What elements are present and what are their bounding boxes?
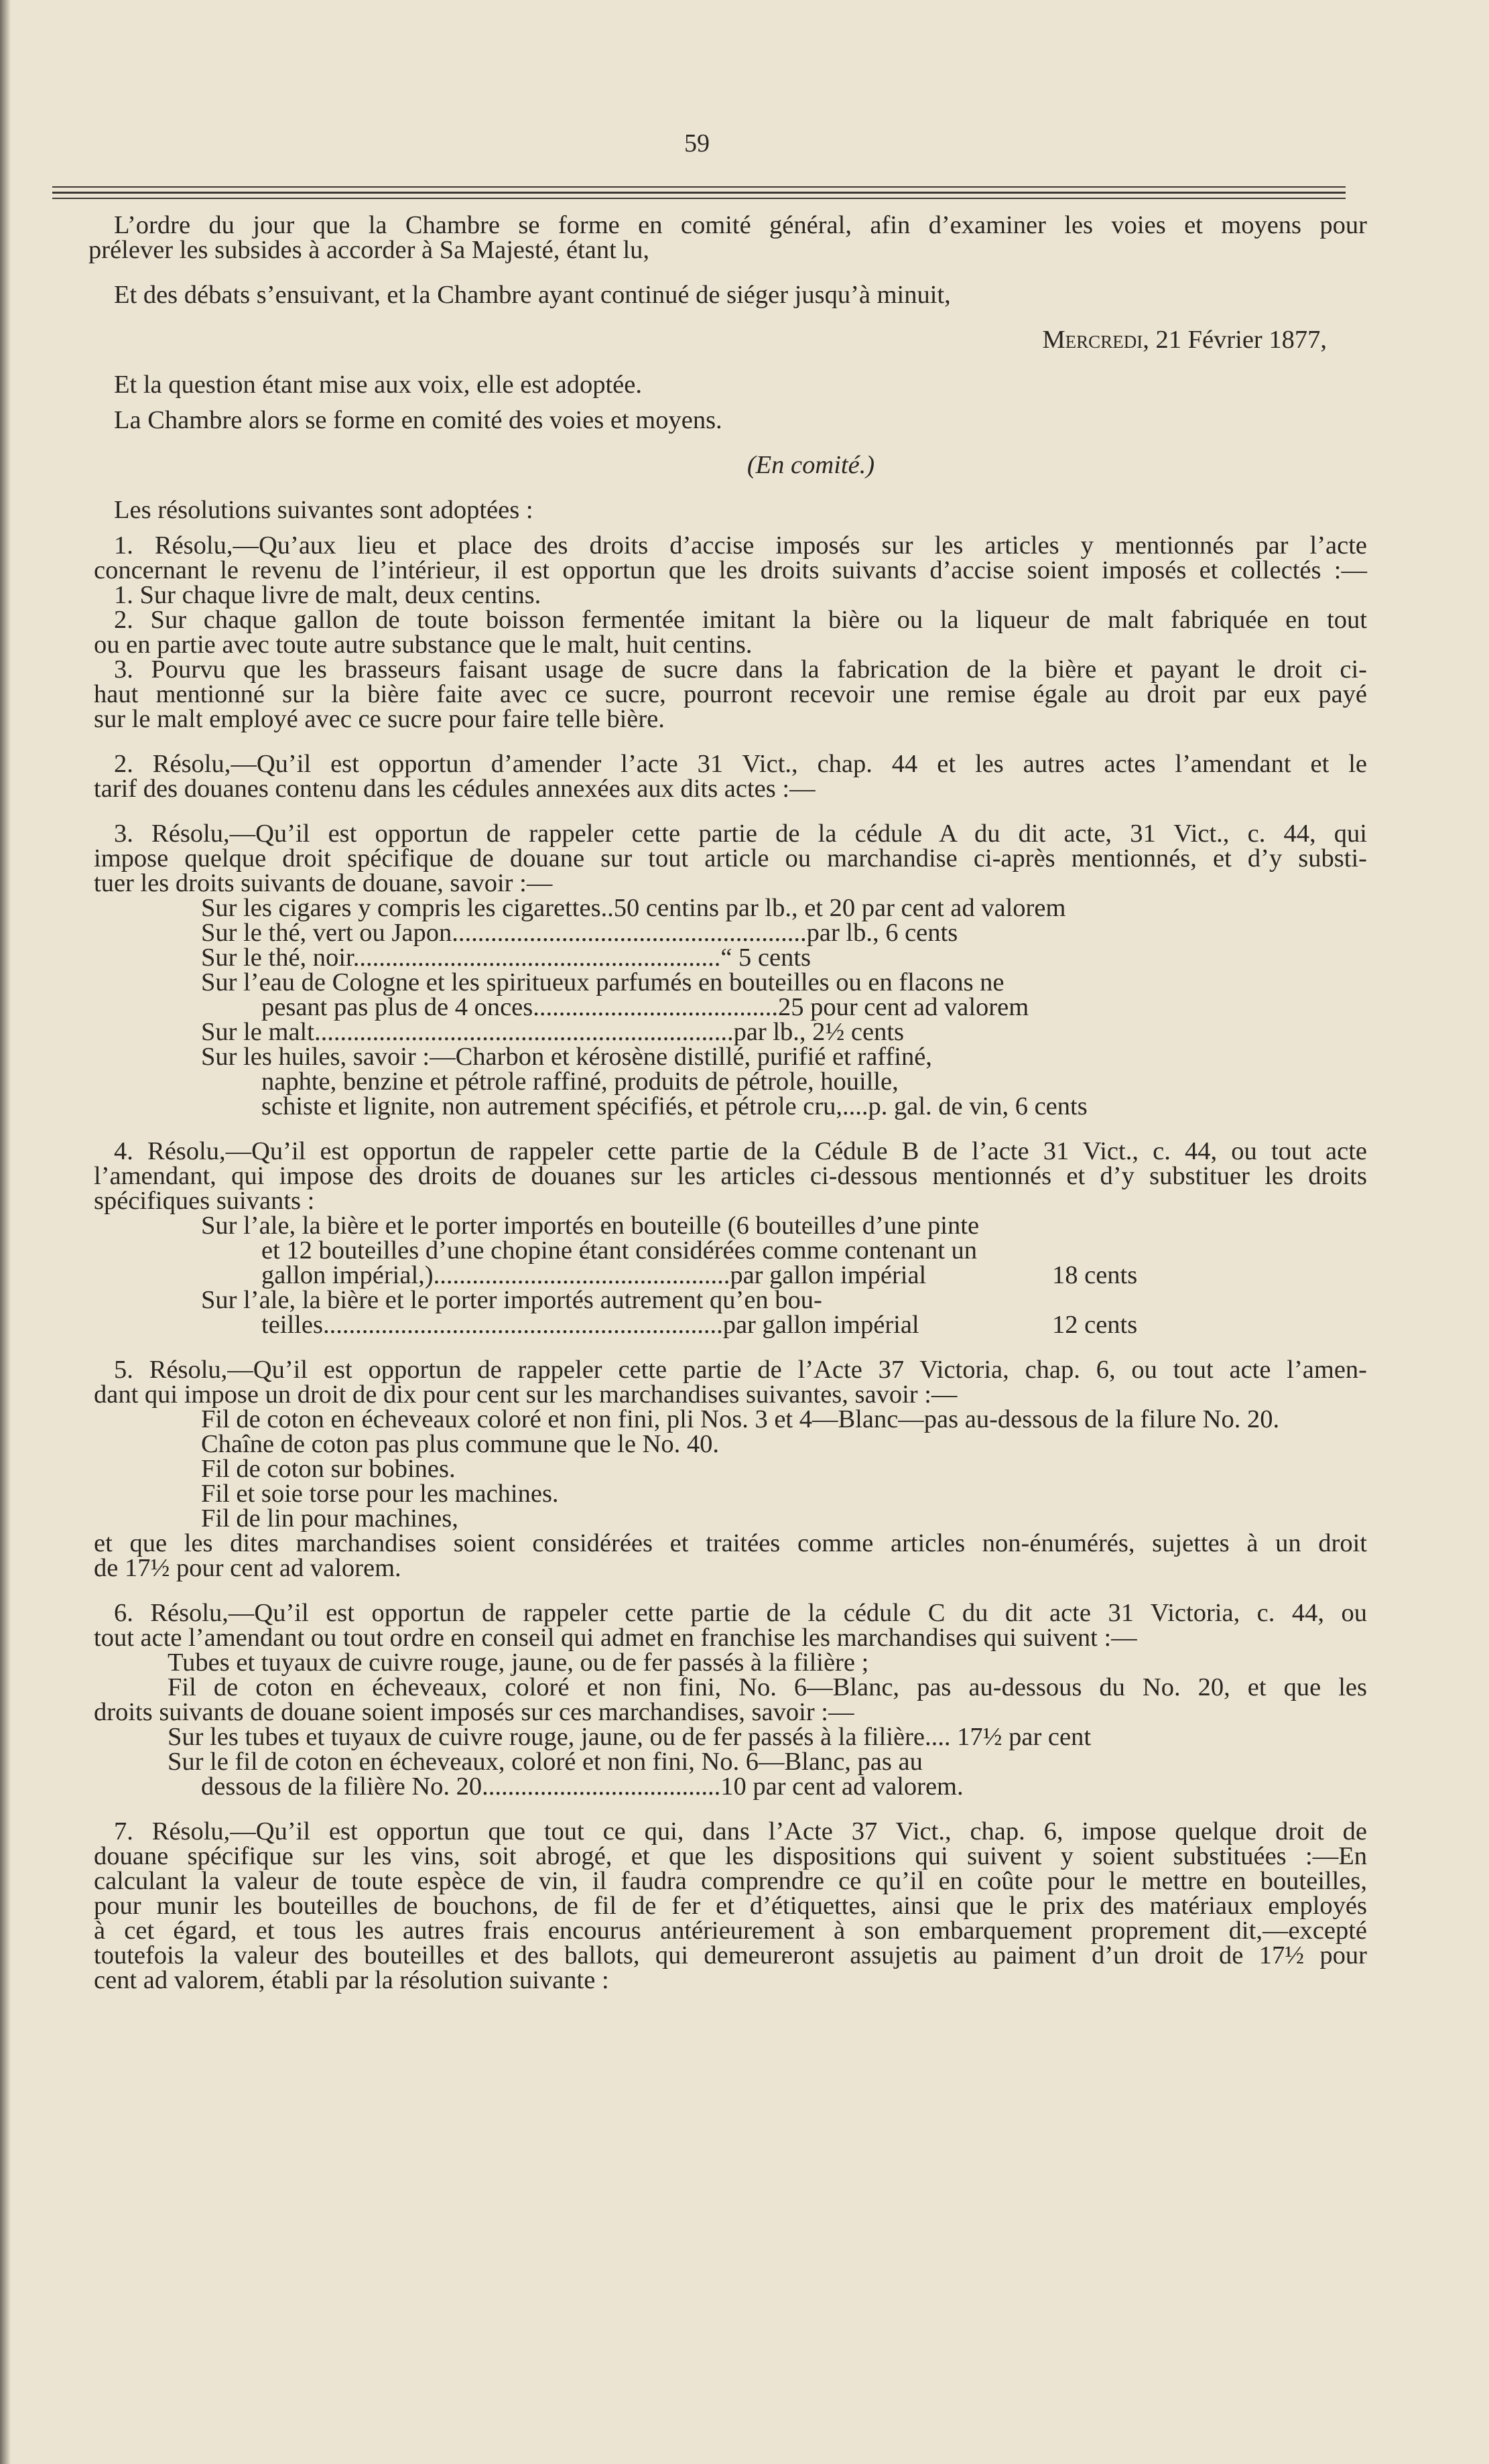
text-line: 5. Résolu,—Qu’il est opportun de rappeler cette partie de l’Acte 37 Victoria, chap. 6, ou tout acte l’amen- — [114, 1356, 1367, 1384]
list-item: Fil de coton sur bobines. — [201, 1455, 456, 1483]
resolution-6 — [94, 1601, 1367, 1799]
text-line: sur le malt employé avec ce sucre pour faire telle bière. — [94, 705, 665, 733]
page-binding-shadow — [0, 0, 11, 2464]
date-day: Mercredi — [1042, 326, 1143, 354]
tariff-rate: 18 cents — [1052, 1261, 1138, 1289]
tariff-line: Sur le malt.................................................................par lb., 2½ cents — [201, 1018, 905, 1046]
tariff-row — [94, 1263, 1367, 1288]
text-line: 3. Résolu,—Qu’il est opportun de rappeler cette partie de la cédule A du dit acte, 31 Vict., c. 44, qui — [114, 820, 1367, 848]
text-line: L’ordre du jour que la Chambre se forme en comité général, afin d’examiner les voies et moyens pour — [114, 211, 1367, 239]
text-line: dant qui impose un droit de dix pour cent sur les marchandises suivantes, savoir :— — [94, 1380, 958, 1409]
tariff-line: Sur l’ale, la bière et le porter importés autrement qu’en bou- — [201, 1286, 822, 1314]
tariff-line: Sur le thé, vert ou Japon.......................................................par lb., 6 cents — [201, 919, 958, 947]
tariff-line: Sur les huiles, savoir :—Charbon et kérosène distillé, purifié et raffiné, — [201, 1043, 932, 1071]
text-line: l’amendant, qui impose des droits de douanes sur les articles ci-dessous mentionnés et d’y substituer les droits — [94, 1162, 1367, 1190]
text-line: concernant le revenu de l’intérieur, il est opportun que les droits suivants d’accise soient imposés et collectés :— — [94, 556, 1367, 584]
resolution-4 — [94, 1139, 1367, 1338]
tariff-line: Sur l’eau de Cologne et les spiritueux parfumés en bouteilles ou en flacons ne — [201, 968, 1005, 996]
resolution-7 — [94, 1819, 1367, 1993]
text-line: tuer les droits suivants de douane, savoir :— — [94, 869, 553, 897]
text-line: spécifiques suivants : — [94, 1187, 315, 1215]
tariff-row — [94, 1313, 1367, 1338]
tariff-line: Sur le fil de coton en écheveaux, coloré et non fini, No. 6—Blanc, pas au — [168, 1748, 923, 1776]
header-rule-top — [52, 186, 1346, 188]
resolution-3 — [94, 822, 1367, 1119]
resolution-2 — [94, 752, 1367, 801]
text-line: impose quelque droit spécifique de douane sur tout article ou marchandise ci-après mentionnés, et d’y substi- — [94, 844, 1367, 872]
text-line: 3. Pourvu que les brasseurs faisant usage de sucre dans la fabrication de la bière et payant le droit ci- — [114, 655, 1367, 684]
text-line: et que les dites marchandises soient considérées et traitées comme articles non-énumérés, sujettes à un droit — [94, 1529, 1367, 1557]
tariff-line: pesant pas plus de 4 onces......................................25 pour cent ad valorem — [261, 993, 1029, 1021]
text-line: Et la question étant mise aux voix, elle est adoptée. — [114, 371, 642, 399]
text-line: prélever les subsides à accorder à Sa Majesté, étant lu, — [88, 236, 650, 264]
date-value: , 21 Février 1877, — [1143, 326, 1327, 354]
en-comite-heading: (En comité.) — [747, 451, 875, 479]
list-item: Fil de lin pour machines, — [201, 1504, 458, 1533]
header-rule-bottom — [52, 198, 1346, 199]
list-item: Tubes et tuyaux de cuivre rouge, jaune, ou de fer passés à la filière ; — [168, 1648, 869, 1677]
tariff-description: gallon impérial,)..............................................par gallon impérial — [261, 1261, 927, 1289]
text-line: douane spécifique sur les vins, soit abrogé, et que les dispositions qui suivent y soient substituées :—En — [94, 1842, 1367, 1870]
resolution-5 — [94, 1358, 1367, 1581]
text-line: à cet égard, et tous les autres frais encourus antérieurement à son embarquement proprement dit,—excepté — [94, 1917, 1367, 1945]
text-line: Fil de coton en écheveaux, coloré et non fini, No. 6—Blanc, pas au-dessous du No. 20, et que les — [168, 1673, 1367, 1701]
list-item: Chaîne de coton pas plus commune que le No. 40. — [201, 1430, 720, 1458]
page-number: 59 — [684, 129, 710, 157]
tariff-line: dessous de la filière No. 20.....................................10 par cent ad valorem. — [201, 1772, 964, 1801]
text-line: Et des débats s’ensuivant, et la Chambre ayant continué de siéger jusqu’à minuit, — [114, 281, 951, 309]
text-line: de 17½ pour cent ad valorem. — [94, 1554, 401, 1582]
intro-paragraph — [88, 211, 1367, 264]
tariff-line: Sur les tubes et tuyaux de cuivre rouge, jaune, ou de fer passés à la filière.... 17½ par cent — [168, 1723, 1092, 1751]
tariff-line: Sur les cigares y compris les cigarettes..50 centins par lb., et 20 par cent ad valorem — [201, 894, 1066, 922]
text-line: 1. Sur chaque livre de malt, deux centins. — [114, 581, 541, 609]
text-line: La Chambre alors se forme en comité des voies et moyens. — [114, 406, 722, 434]
text-line: tout acte l’amendant ou tout ordre en conseil qui admet en franchise les marchandises qui suivent :— — [94, 1624, 1137, 1652]
list-item: Fil et soie torse pour les machines. — [201, 1480, 559, 1508]
text-line: cent ad valorem, établi par la résolution suivante : — [94, 1966, 609, 1994]
text-line: tarif des douanes contenu dans les cédules annexées aux dits actes :— — [94, 775, 816, 803]
text-line: droits suivants de douane soient imposés sur ces marchandises, savoir :— — [94, 1698, 854, 1726]
tariff-rate: 12 cents — [1052, 1311, 1138, 1339]
date-line — [94, 328, 1367, 352]
text-line: 4. Résolu,—Qu’il est opportun de rappeler cette partie de la Cédule B de l’acte 31 Vict., c. 44, ou tout acte — [114, 1137, 1367, 1165]
text-line: 1. Résolu,—Qu’aux lieu et place des droits d’accise imposés sur les articles y mentionnés par l’acte — [114, 531, 1367, 560]
page-content — [88, 211, 1367, 1994]
list-item: Fil de coton en écheveaux coloré et non fini, pli Nos. 3 et 4—Blanc—pas au-dessous de la filure No. 20. — [201, 1405, 1280, 1433]
resolution-1 — [94, 533, 1367, 732]
tariff-description: teilles..............................................................par gallon impérial — [261, 1311, 919, 1339]
tariff-line: schiste et lignite, non autrement spécifiés, et pétrole cru,....p. gal. de vin, 6 cents — [261, 1092, 1088, 1120]
text-line: 2. Résolu,—Qu’il est opportun d’amender l’acte 31 Vict., chap. 44 et les autres actes l’amendant et le — [114, 750, 1367, 778]
text-line: toutefois la valeur des bouteilles et des ballots, qui demeureront assujetis au paiment d’un droit de 17½ pour — [94, 1941, 1367, 1969]
header-rule-middle — [52, 192, 1346, 194]
tariff-line: Sur le thé, noir.........................................................“ 5 cents — [201, 944, 812, 972]
text-line: ou en partie avec toute autre substance que le malt, huit centins. — [94, 631, 753, 659]
text-line: pour munir les bouteilles de bouchons, de fil de fer et d’étiquettes, ainsi que le prix des matériaux employés — [94, 1892, 1367, 1920]
resolutions-intro: Les résolutions suivantes sont adoptées : — [114, 496, 533, 524]
text-line: 6. Résolu,—Qu’il est opportun de rappeler cette partie de la cédule C du dit acte 31 Victoria, c. 44, ou — [114, 1599, 1367, 1627]
text-line: haut mentionné sur la bière faite avec ce sucre, pourront recevoir une remise égale au droit par eux payé — [94, 680, 1367, 708]
tariff-line: naphte, benzine et pétrole raffiné, produits de pétrole, houille, — [261, 1067, 899, 1096]
text-line: 2. Sur chaque gallon de toute boisson fermentée imitant la bière ou la liqueur de malt fabriquée en tout — [114, 606, 1367, 634]
text-line: 7. Résolu,—Qu’il est opportun que tout ce qui, dans l’Acte 37 Vict., chap. 6, impose quelque droit de — [114, 1817, 1367, 1845]
tariff-line: Sur l’ale, la bière et le porter importés en bouteille (6 bouteilles d’une pinte — [201, 1212, 980, 1240]
text-line: calculant la valeur de toute espèce de vin, il faudra comprendre ce qu’il en coûte pour le mettre en bouteilles, — [94, 1867, 1367, 1895]
tariff-line: et 12 bouteilles d’une chopine étant considérées comme contenant un — [261, 1236, 978, 1265]
